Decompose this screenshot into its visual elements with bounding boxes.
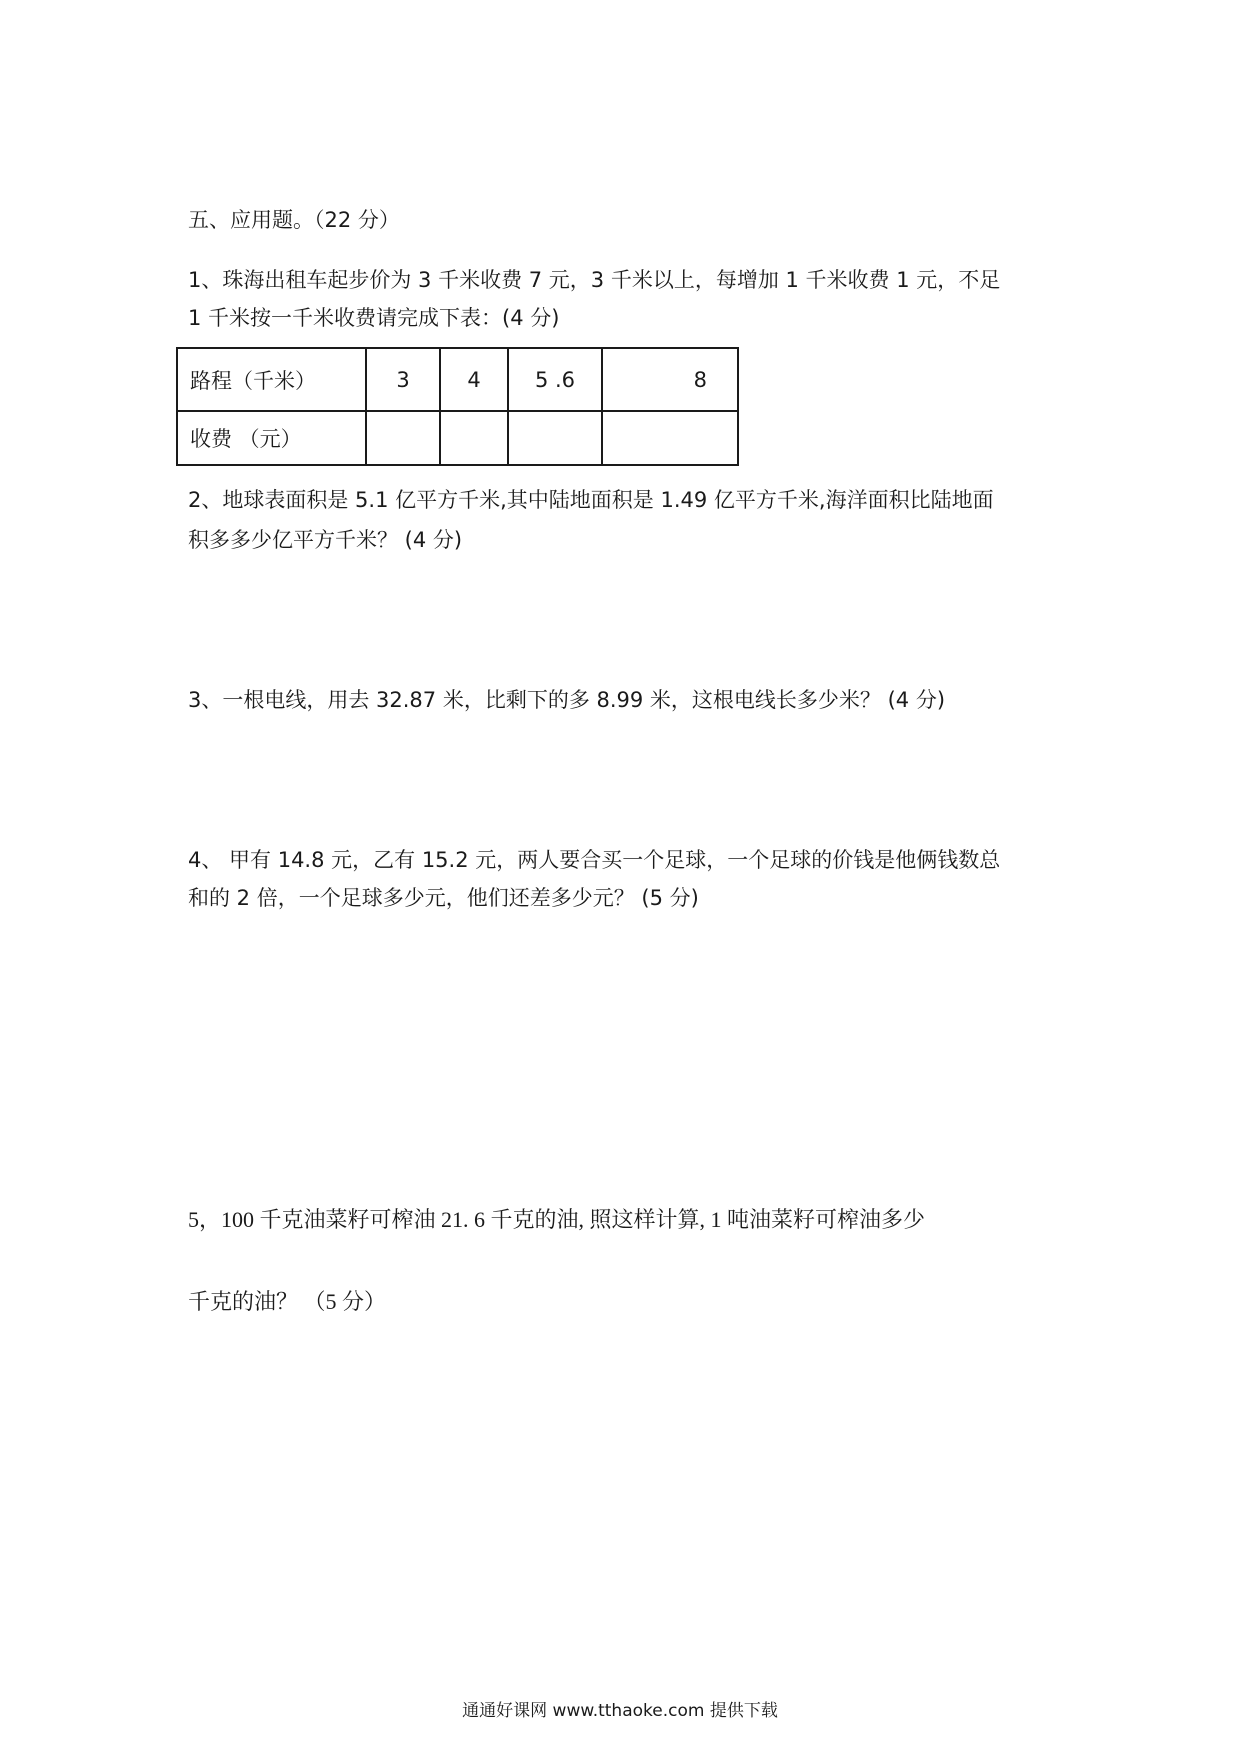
distance-cell: 5 .6 (508, 348, 602, 411)
fare-table (176, 347, 739, 466)
section-heading: 五、应用题。（22 分） (188, 208, 400, 232)
question-2-line-1: 2、地球表面积是 5.1 亿平方千米,其中陆地面积是 1.49 亿平方千米,海洋面积比陆地面 (188, 488, 994, 512)
download-footer: 通通好课网 www.tthaoke.com 提供下载 (462, 1701, 778, 1721)
fee-answer-cell[interactable] (508, 411, 602, 465)
distance-cell: 3 (366, 348, 440, 411)
fee-row-label: 收费 （元） (177, 411, 366, 465)
fee-answer-cell[interactable] (440, 411, 508, 465)
question-5-line-1: 5，100 千克油菜籽可榨油 21. 6 千克的油, 照这样计算, 1 吨油菜籽可榨油多少 (188, 1207, 926, 1232)
question-5-line-2: 千克的油？ （5 分） (188, 1289, 387, 1314)
question-2-line-2: 积多多少亿平方千米？ (4 分) (188, 528, 463, 552)
question-1-line-2: 1 千米按一千米收费请完成下表：(4 分) (188, 306, 560, 330)
question-1-line-1: 1、珠海出租车起步价为 3 千米收费 7 元，3 千米以上，每增加 1 千米收费 1 元，不足 (188, 268, 1001, 292)
distance-row-label: 路程（千米） (177, 348, 366, 411)
question-3-line-1: 3、一根电线，用去 32.87 米，比剩下的多 8.99 米，这根电线长多少米？ (4 分) (188, 688, 946, 712)
question-4-line-2: 和的 2 倍，一个足球多少元，他们还差多少元？ (5 分) (188, 886, 699, 910)
distance-cell: 4 (440, 348, 508, 411)
distance-cell: 8 (602, 348, 738, 411)
distance-row (177, 348, 738, 411)
fee-row (177, 411, 738, 465)
fee-answer-cell[interactable] (366, 411, 440, 465)
question-4-line-1: 4、 甲有 14.8 元，乙有 15.2 元，两人要合买一个足球，一个足球的价钱是他俩钱数总 (188, 848, 1001, 872)
fee-answer-cell[interactable] (602, 411, 738, 465)
